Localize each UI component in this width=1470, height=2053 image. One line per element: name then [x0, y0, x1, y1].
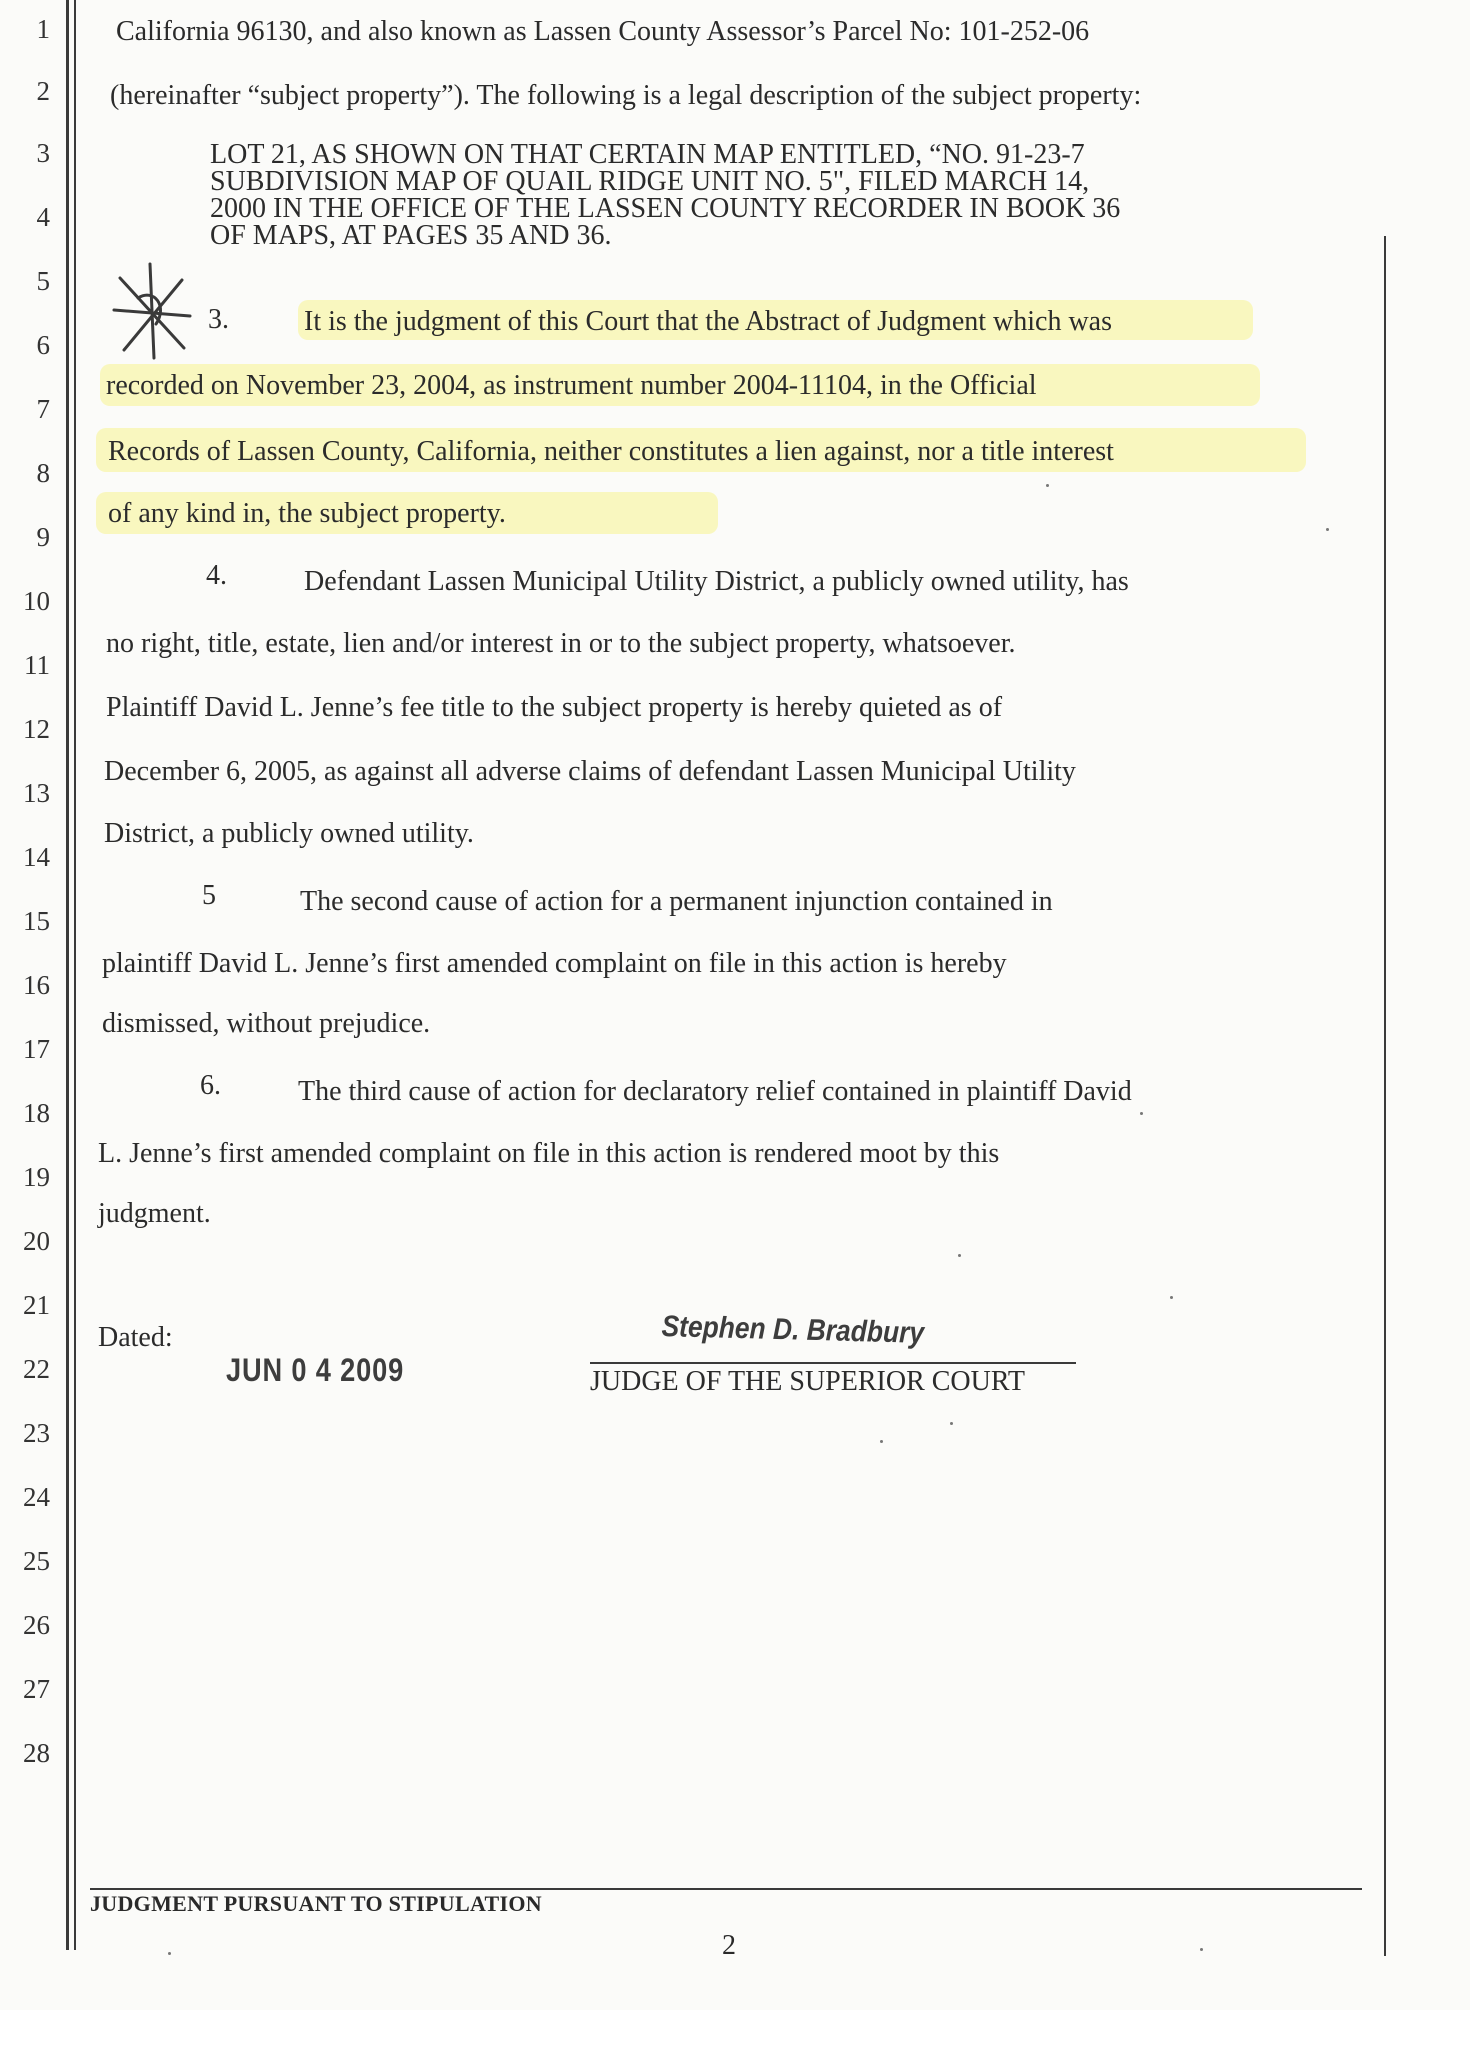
line-number: 1 [36, 14, 50, 44]
signature-line [590, 1362, 1076, 1364]
line-number: 7 [36, 394, 50, 424]
line-number: 25 [23, 1546, 50, 1576]
line-number: 11 [24, 650, 50, 680]
handwritten-asterisk-icon [104, 258, 196, 368]
paragraph-4-line: Plaintiff David L. Jenne’s fee title to the subject property is hereby quieted as of [106, 692, 1003, 723]
scan-speck [1326, 528, 1329, 531]
scan-speck [168, 1952, 171, 1955]
paragraph-5-line: The second cause of action for a permanent injunction contained in [300, 886, 1053, 917]
paragraph-3-line: Records of Lassen County, California, neither constitutes a lien against, nor a title interest [108, 436, 1114, 467]
footer-document-title: JUDGMENT PURSUANT TO STIPULATION [90, 1891, 542, 1916]
dated-label: Dated: [98, 1322, 173, 1353]
paragraph-3-line: of any kind in, the subject property. [108, 498, 506, 529]
paragraph-6-line: The third cause of action for declaratory relief contained in plaintiff David [298, 1076, 1132, 1107]
legal-description-line: SUBDIVISION MAP OF QUAIL RIDGE UNIT NO. 5", FILED MARCH 14, [210, 166, 1090, 197]
scan-speck [1140, 1112, 1143, 1115]
footer-rule [90, 1888, 1362, 1890]
scan-speck [950, 1422, 953, 1425]
page-number: 2 [722, 1930, 736, 1961]
paragraph-4-line: Defendant Lassen Municipal Utility District, a publicly owned utility, has [304, 566, 1129, 597]
line-number: 8 [36, 458, 50, 488]
line-number: 9 [36, 522, 50, 552]
judge-signature-stamp: Stephen D. Bradbury [661, 1310, 925, 1350]
line-number: 12 [23, 714, 50, 744]
line-number: 26 [23, 1610, 50, 1640]
line-number: 19 [23, 1162, 50, 1192]
line-number: 24 [23, 1482, 50, 1512]
line-number: 6 [36, 330, 50, 360]
scan-speck [1170, 1296, 1173, 1299]
line-number: 13 [23, 778, 50, 808]
paragraph-4-line: District, a publicly owned utility. [104, 818, 474, 849]
right-margin-rule [1384, 236, 1386, 1956]
paragraph-6-number: 6. [200, 1070, 221, 1101]
line-number: 10 [23, 586, 50, 616]
line-number: 22 [23, 1354, 50, 1384]
paragraph-3-line: It is the judgment of this Court that the Abstract of Judgment which was [304, 306, 1112, 337]
paragraph-3-line: recorded on November 23, 2004, as instrument number 2004-11104, in the Official [106, 370, 1037, 401]
paragraph-4-number: 4. [206, 560, 227, 591]
scan-speck [958, 1254, 961, 1257]
line-number: 4 [36, 202, 50, 232]
paragraph-5-number: 5 [202, 880, 216, 911]
judge-title: JUDGE OF THE SUPERIOR COURT [590, 1366, 1025, 1397]
paragraph-5-line: dismissed, without prejudice. [102, 1008, 431, 1039]
line-number: 20 [23, 1226, 50, 1256]
line-number: 16 [23, 970, 50, 1000]
scan-speck [1200, 1948, 1203, 1951]
legal-description [210, 141, 1300, 249]
line-number: 21 [23, 1290, 50, 1320]
legal-description-line: 2000 IN THE OFFICE OF THE LASSEN COUNTY RECORDER IN BOOK 36 [210, 193, 1121, 224]
paragraph-5-line: plaintiff David L. Jenne’s first amended complaint on file in this action is hereby [102, 948, 1007, 979]
date-stamp: JUN 0 4 2009 [226, 1352, 405, 1388]
line-number: 27 [23, 1674, 50, 1704]
line-number: 28 [23, 1738, 50, 1768]
paragraph-4-line: no right, title, estate, lien and/or interest in or to the subject property, whatsoever. [106, 628, 1016, 659]
line-number: 5 [36, 266, 50, 296]
paragraph-6-line: judgment. [98, 1198, 211, 1229]
scan-speck [880, 1440, 883, 1443]
scan-speck [1046, 484, 1049, 487]
paragraph-6-line: L. Jenne’s first amended complaint on file in this action is rendered moot by this [98, 1138, 1000, 1169]
line-number: 3 [36, 138, 50, 168]
line-number: 17 [23, 1034, 50, 1064]
line-number: 2 [36, 76, 50, 106]
body-line-1: California 96130, and also known as Lassen County Assessor’s Parcel No: 101-252-06 [116, 16, 1090, 47]
line-number: 15 [23, 906, 50, 936]
body-line-2: (hereinafter “subject property”). The following is a legal description of the subject property: [110, 80, 1142, 111]
line-number: 18 [23, 1098, 50, 1128]
legal-description-line: LOT 21, AS SHOWN ON THAT CERTAIN MAP ENTITLED, “NO. 91-23-7 [210, 139, 1085, 170]
paragraph-4-line: December 6, 2005, as against all adverse claims of defendant Lassen Municipal Utility [104, 756, 1076, 787]
line-number: 14 [23, 842, 50, 872]
left-margin-rule-2 [74, 0, 76, 1950]
page-bottom-margin [0, 2010, 1470, 2053]
left-margin-rule [66, 0, 69, 1950]
line-number: 23 [23, 1418, 50, 1448]
paragraph-3-number: 3. [208, 304, 229, 335]
legal-description-line: OF MAPS, AT PAGES 35 AND 36. [210, 220, 612, 251]
